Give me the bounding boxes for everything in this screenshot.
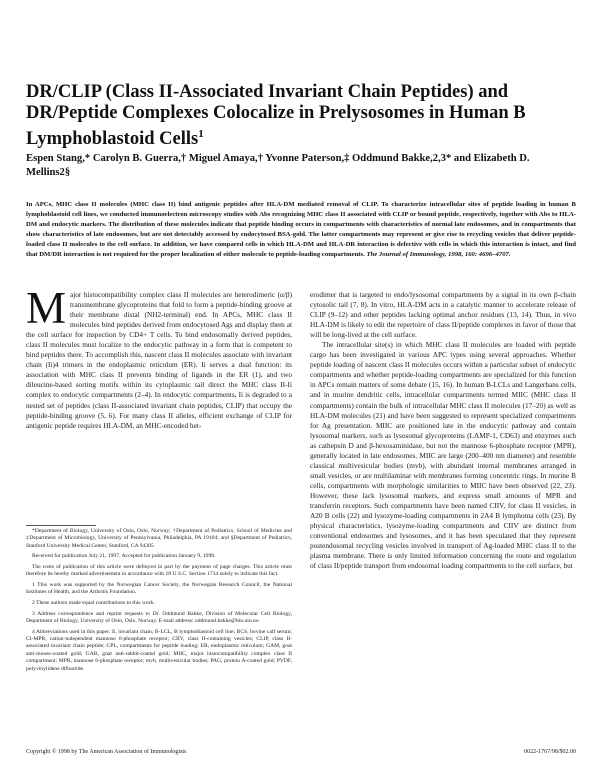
footnote-affiliations: *Department of Biology, University of Oslo, Oslo, Norway; †Department of Pediatrics, School of Medicine and ‡Department of Microbiology, University of Pennsylvania, Philadelphia, PA 19104; and §Department of Pediatrics, Stanford University Medical Center, Stanford, CA 94305 [26,528,292,549]
abstract [26,200,576,260]
author-list: Espen Stang,* Carolyn B. Guerra,† Miguel Amaya,† Yvonne Paterson,‡ Oddmund Bakke,2,3* and Elizabeth D. Mellins2§ [26,153,530,178]
copyright-notice: Copyright © 1998 by The American Association of Immunologists [26,749,187,755]
footnote-correspondence: 3 Address correspondence and reprint requests to Dr. Oddmund Bakke, Division of Molecular Cell Biology, Department of Biology, University of Oslo, Oslo, Norway. E-mail address: oddmund.bakke@bio.uio.no [26,610,292,624]
page-footer [26,749,576,759]
issn-price: 0022-1767/98/$02.00 [524,749,576,755]
footnotes [26,528,292,676]
footnote-received: Received for publication July 21, 1997. Accepted for publication January 9, 1998. [32,553,216,560]
article-title [26,82,576,150]
drop-cap: M [26,283,67,333]
footnote-abbreviations: 4 Abbreviations used in this paper: Ii, invariant chain; B-LCL, B lymphoblastoid cell line; BCS, bovine calf serum; CI-MPR, cation-independent mannose 6-phosphate receptor; CIIV, class II-containing vesicles; CLIP, class II-associated invariant chain peptide; CPL, compartments for peptide loading; ER, endoplasmic reticulum; GAM, goat anti-mouse-coated gold; GAR, goat anti-rabbit-coated gold; MIIC, major histocompatibility complex class II compartment; MPR, mannose 6-phosphate receptor; mvb, multivesicular bodies; PAG, protein A-coated gold; PVDF, polyvinylidene difluoride. [26,628,292,672]
paragraph-continued: erodimer that is targeted to endo/lysosomal compartments by a signal in its own β-chain cytosolic tail (7, 8). In vitro, HLA-DM acts in a catalytic manner to accelerate release of CLIP (9–12) and other peptides lacking optimal anchor residues (13, 14). Thus, in vivo HLA-DM is likely to edit the repertoire of class II/peptide complexes in favor of those that will be long-lived at the cell surface. [310,290,576,340]
footnote-divider [26,525,96,526]
title-text: DR/CLIP (Class II-Associated Invariant Chain Peptides) and DR/Peptide Complexes Colocalize in Prelysosomes in Human B Lymphoblastoid Cells [26,82,526,150]
right-column [310,290,576,571]
journal-citation: The Journal of Immunology, 1998, 160: 4696–4707. [366,251,511,258]
left-column [26,283,292,431]
intro-text: ajor histocompatibility complex class II molecules are heterodimeric (α/β) transmembrane glycoproteins that fold to form a peptide-binding groove at their membrane distal (NH2-terminal) end. In APCs, MHC class II molecules bind peptides derived from endocytosed Ags and display them at the cell surface for inspection by CD4+ T cells. To bind endosomally derived peptides, class II molecules must localize to the endocytic pathway in a form that is competent to bind peptides there. To accomplish this, nascent class II molecules associate with invariant chain (Ii)4 trimers in the endoplasmic reticulum (ER). Ii serves a dual function: its association with MHC class II prevents binding of ligands in the ER (1), and two dileucine-based sorting motifs within its cytoplasmic tail direct the MHC class II-Ii complex to endocytic compartments (2–4). In endocytic compartments, Ii is degraded to a nested set of peptides (class II-associated invariant chain peptides, CLIP) that occupy the peptide-binding groove (5, 6). For many class II alleles, efficient exchange of CLIP for antigenic peptide requires HLA-DM, an MHC-encoded het- [26,290,292,430]
footnote-costs: The costs of publication of this article were defrayed in part by the payment of page charges. This article must therefore be hereby marked advertisement in accordance with 18 U.S.C. Section 1734 solely to indicate this fact. [26,564,292,578]
footnote-equal-contribution: 2 These authors made equal contributions to this work. [32,600,155,606]
title-footnote-marker: 1 [198,128,204,140]
paragraph-intracellular-site: The intracellular site(s) in which MHC class II molecules are loaded with peptide cargo has been investigated in various APC types using several approaches. Whether peptide loading of nascent class II molecules occurs within a particular subset of endocytic compartments and whether peptide-loading compartments are specialized for this function in APCs remain matters of some debate (15, 16). In human B-LCLs and Langerhans cells, and in murine dendritic cells, intracellular compartments termed MIIC (MHC class II compartments) contain the bulk of intracellular MHC class II molecules (17–20) as well as HLA-DM molecules (21) and have been suggested to represent specialized compartments for Ag presentation. MIIC are positioned late in the endocytic pathway and contain lysosomal markers, such as lysosomal glycoproteins (LAMP-1, CD63) and enzymes such as cathepsin D and β-hexosaminidase, but not the mannose 6-phosphate receptor (MPR), generally located in late endosomes. MIIC are large (200–400 nm diameter) and resemble classical multivesicular bodies (mvb), with abundant internal membranes arranged in small vesicles, or are multilaminar with membranes forming concentric rings. In murine B cells, compartments with morphologic similarities to MIIC have been observed (22, 23). However, these lack lysosomal markers, and express small amounts of MPR and transferrin receptors. Such compartments have been named CIIV, for class II vesicles, in A20 B cells (22) and lysozyme-loading compartments in 2A4 B lymphoma cells (23). By physical characteristics, lysozyme-loading compartments and CIIV are distinct from conventional endosomes and lysosomes, and it has been speculated that they represent postendosomal recycling vesicles involved in transport of Ag-loaded MHC class II to the plasma membrane. There is only limited information concerning the route and regulation of class II/peptide transport from endosomal loading compartments to the cell surface, but [310,340,576,571]
intro-paragraph [26,283,292,431]
footnote-funding: 1 This work was supported by the Norwegian Cancer Society, the Norwegian Research Council, the National Institutes of Health, and the Arthritis Foundation. [26,582,292,596]
abstract-body: In APCs, MHC class II molecules (MHC class II) bind antigenic peptides after HLA-DM mediated removal of CLIP. To characterize intracellular sites of peptide loading in human B lymphoblastoid cell lines, we conducted immunoelectron microscopy studies with Abs recognizing MHC class II associated with CLIP or bound peptide, respectively, together with Abs to HLA-DM and endocytic markers. The distribution of these molecules indicate that peptide binding occurs in compartments with characteristics of normal late endosomes, and in compartments that show characteristics of late endosomes, but are not detectably accessed by endocytosed BSA-gold. The latter compartments may represent or give rise to recycling vesicles that deliver peptide-loaded class II molecules to the cell surface. In addition, we have compared cells in which HLA-DM and HLA-DR interaction is defective with cells in which this interaction is intact, and find that DM/DR interaction is not required for the proper localization of either molecule to peptide-loading compartments. [26,201,576,258]
